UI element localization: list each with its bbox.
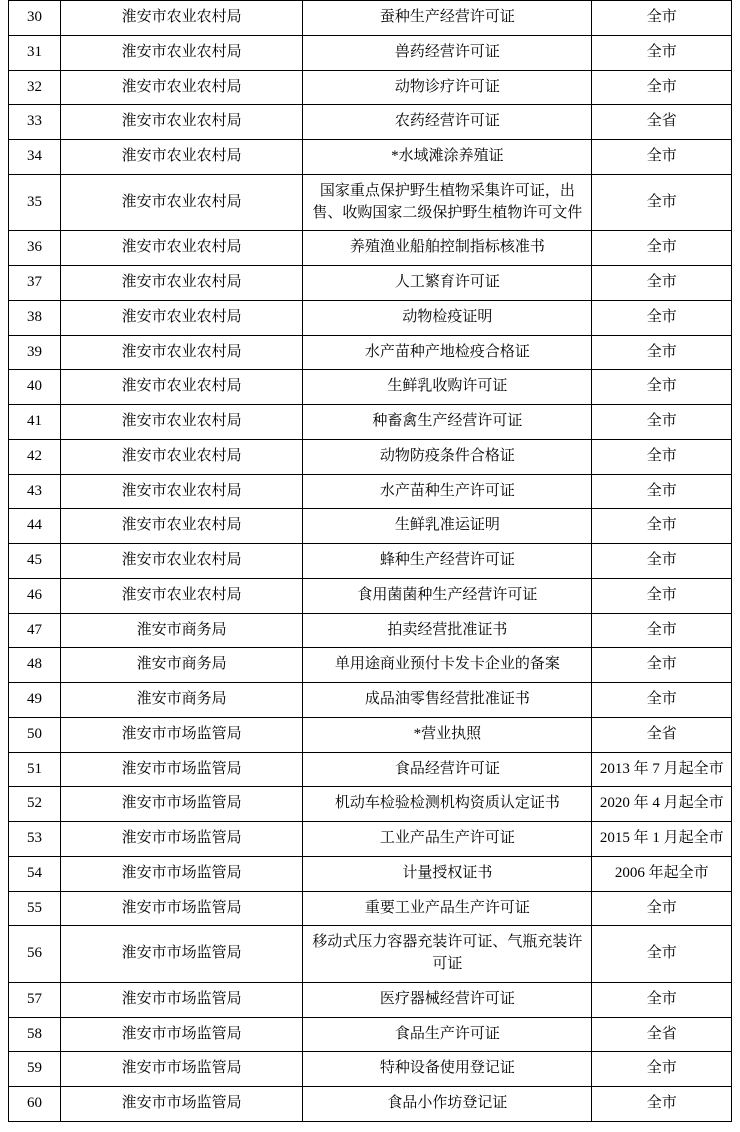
row-scope-cell: 全市 [592,405,732,440]
table-row [9,1052,732,1087]
row-license-name-cell: 蚕种生产经营许可证 [303,1,592,36]
row-index-cell: 47 [9,613,61,648]
table-row [9,140,732,175]
row-department-cell: 淮安市市场监管局 [61,856,303,891]
row-department-cell: 淮安市商务局 [61,683,303,718]
row-scope-cell: 全市 [592,439,732,474]
table-row [9,578,732,613]
row-index-cell: 49 [9,683,61,718]
row-department-cell: 淮安市市场监管局 [61,1087,303,1122]
table-row [9,613,732,648]
table-row [9,1017,732,1052]
row-scope-cell: 全省 [592,717,732,752]
row-license-name-cell: 养殖渔业船舶控制指标核准书 [303,231,592,266]
row-department-cell: 淮安市农业农村局 [61,1,303,36]
row-license-name-cell: 动物检疫证明 [303,300,592,335]
row-department-cell: 淮安市农业农村局 [61,266,303,301]
table-body [9,1,732,1122]
row-department-cell: 淮安市农业农村局 [61,370,303,405]
row-scope-cell: 2015 年 1 月起全市 [592,822,732,857]
license-table [8,0,732,1122]
table-row [9,174,732,231]
row-scope-cell: 全市 [592,70,732,105]
row-department-cell: 淮安市市场监管局 [61,787,303,822]
row-license-name-cell: 工业产品生产许可证 [303,822,592,857]
table-row [9,439,732,474]
row-scope-cell: 全市 [592,648,732,683]
row-scope-cell: 全市 [592,140,732,175]
row-index-cell: 44 [9,509,61,544]
row-department-cell: 淮安市农业农村局 [61,578,303,613]
row-index-cell: 60 [9,1087,61,1122]
table-row [9,231,732,266]
row-department-cell: 淮安市市场监管局 [61,1052,303,1087]
row-department-cell: 淮安市农业农村局 [61,544,303,579]
row-license-name-cell: 移动式压力容器充装许可证、气瓶充装许可证 [303,926,592,983]
row-scope-cell: 全市 [592,1087,732,1122]
row-license-name-cell: 生鲜乳收购许可证 [303,370,592,405]
table-row [9,648,732,683]
row-department-cell: 淮安市市场监管局 [61,891,303,926]
table-row [9,509,732,544]
table-row [9,370,732,405]
row-index-cell: 55 [9,891,61,926]
table-row [9,405,732,440]
row-index-cell: 45 [9,544,61,579]
row-department-cell: 淮安市市场监管局 [61,926,303,983]
row-department-cell: 淮安市农业农村局 [61,70,303,105]
row-department-cell: 淮安市农业农村局 [61,174,303,231]
row-index-cell: 35 [9,174,61,231]
row-index-cell: 50 [9,717,61,752]
row-scope-cell: 全市 [592,544,732,579]
row-license-name-cell: 水产苗种生产许可证 [303,474,592,509]
row-license-name-cell: *水域滩涂养殖证 [303,140,592,175]
row-index-cell: 48 [9,648,61,683]
row-index-cell: 42 [9,439,61,474]
row-department-cell: 淮安市市场监管局 [61,1017,303,1052]
row-scope-cell: 全市 [592,231,732,266]
row-index-cell: 57 [9,982,61,1017]
row-department-cell: 淮安市农业农村局 [61,509,303,544]
table-row [9,1087,732,1122]
table-row [9,544,732,579]
row-index-cell: 58 [9,1017,61,1052]
row-scope-cell: 2020 年 4 月起全市 [592,787,732,822]
table-row [9,70,732,105]
table-row [9,717,732,752]
row-index-cell: 46 [9,578,61,613]
row-index-cell: 43 [9,474,61,509]
row-license-name-cell: 食品小作坊登记证 [303,1087,592,1122]
row-scope-cell: 全市 [592,35,732,70]
row-license-name-cell: 国家重点保护野生植物采集许可证，出售、收购国家二级保护野生植物许可文件 [303,174,592,231]
row-scope-cell: 2013 年 7 月起全市 [592,752,732,787]
table-row [9,1,732,36]
row-department-cell: 淮安市农业农村局 [61,405,303,440]
row-scope-cell: 全市 [592,370,732,405]
row-license-name-cell: *营业执照 [303,717,592,752]
table-row [9,683,732,718]
row-index-cell: 33 [9,105,61,140]
row-scope-cell: 全市 [592,982,732,1017]
row-license-name-cell: 成品油零售经营批准证书 [303,683,592,718]
row-license-name-cell: 动物诊疗许可证 [303,70,592,105]
row-license-name-cell: 拍卖经营批准证书 [303,613,592,648]
row-department-cell: 淮安市农业农村局 [61,231,303,266]
row-index-cell: 37 [9,266,61,301]
row-index-cell: 53 [9,822,61,857]
row-department-cell: 淮安市市场监管局 [61,982,303,1017]
row-scope-cell: 全省 [592,1017,732,1052]
table-row [9,982,732,1017]
row-index-cell: 59 [9,1052,61,1087]
row-department-cell: 淮安市市场监管局 [61,717,303,752]
row-index-cell: 32 [9,70,61,105]
row-scope-cell: 全市 [592,1,732,36]
row-department-cell: 淮安市农业农村局 [61,439,303,474]
row-license-name-cell: 医疗器械经营许可证 [303,982,592,1017]
row-license-name-cell: 单用途商业预付卡发卡企业的备案 [303,648,592,683]
row-department-cell: 淮安市农业农村局 [61,474,303,509]
row-license-name-cell: 水产苗种产地检疫合格证 [303,335,592,370]
table-row [9,266,732,301]
row-license-name-cell: 特种设备使用登记证 [303,1052,592,1087]
row-index-cell: 34 [9,140,61,175]
row-index-cell: 30 [9,1,61,36]
row-index-cell: 41 [9,405,61,440]
row-license-name-cell: 机动车检验检测机构资质认定证书 [303,787,592,822]
row-department-cell: 淮安市市场监管局 [61,752,303,787]
row-license-name-cell: 食用菌菌种生产经营许可证 [303,578,592,613]
row-license-name-cell: 食品经营许可证 [303,752,592,787]
table-row [9,787,732,822]
row-department-cell: 淮安市农业农村局 [61,300,303,335]
table-row [9,335,732,370]
row-index-cell: 40 [9,370,61,405]
row-index-cell: 39 [9,335,61,370]
row-department-cell: 淮安市商务局 [61,648,303,683]
row-scope-cell: 全市 [592,613,732,648]
table-row [9,474,732,509]
row-index-cell: 51 [9,752,61,787]
row-scope-cell: 全市 [592,926,732,983]
row-index-cell: 31 [9,35,61,70]
row-department-cell: 淮安市农业农村局 [61,35,303,70]
row-scope-cell: 全市 [592,300,732,335]
table-row [9,891,732,926]
table-row [9,105,732,140]
row-department-cell: 淮安市商务局 [61,613,303,648]
row-scope-cell: 2006 年起全市 [592,856,732,891]
table-row [9,926,732,983]
row-index-cell: 56 [9,926,61,983]
row-department-cell: 淮安市农业农村局 [61,140,303,175]
row-department-cell: 淮安市市场监管局 [61,822,303,857]
row-index-cell: 52 [9,787,61,822]
row-scope-cell: 全市 [592,335,732,370]
row-license-name-cell: 重要工业产品生产许可证 [303,891,592,926]
row-scope-cell: 全市 [592,266,732,301]
row-license-name-cell: 蜂种生产经营许可证 [303,544,592,579]
row-department-cell: 淮安市农业农村局 [61,105,303,140]
table-row [9,300,732,335]
row-scope-cell: 全市 [592,174,732,231]
row-index-cell: 54 [9,856,61,891]
row-license-name-cell: 种畜禽生产经营许可证 [303,405,592,440]
row-department-cell: 淮安市农业农村局 [61,335,303,370]
row-scope-cell: 全市 [592,578,732,613]
row-license-name-cell: 动物防疫条件合格证 [303,439,592,474]
row-scope-cell: 全市 [592,509,732,544]
row-index-cell: 38 [9,300,61,335]
row-scope-cell: 全市 [592,474,732,509]
row-index-cell: 36 [9,231,61,266]
row-license-name-cell: 兽药经营许可证 [303,35,592,70]
table-row [9,822,732,857]
row-scope-cell: 全市 [592,683,732,718]
row-license-name-cell: 食品生产许可证 [303,1017,592,1052]
row-scope-cell: 全市 [592,891,732,926]
row-license-name-cell: 计量授权证书 [303,856,592,891]
row-license-name-cell: 生鲜乳准运证明 [303,509,592,544]
table-row [9,35,732,70]
row-scope-cell: 全省 [592,105,732,140]
table-row [9,856,732,891]
row-license-name-cell: 农药经营许可证 [303,105,592,140]
table-row [9,752,732,787]
row-scope-cell: 全市 [592,1052,732,1087]
row-license-name-cell: 人工繁育许可证 [303,266,592,301]
